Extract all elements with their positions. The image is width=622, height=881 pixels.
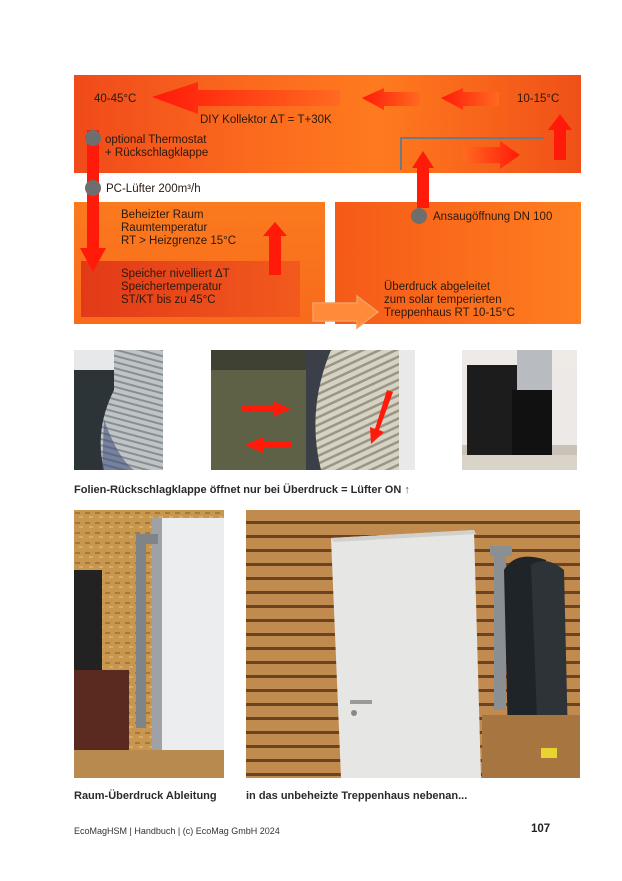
label-top-left-temp: 40-45°C (94, 93, 137, 105)
label-overpressure-1: Überdruck abgeleitet (384, 281, 491, 293)
arrow-up-heated-room (263, 222, 287, 275)
arrow-right-middle (463, 141, 520, 169)
label-thermostat-1: optional Thermostat (105, 134, 207, 146)
label-storage-3: ST/KT bis zu 45°C (121, 294, 216, 306)
arrow-left-small-2 (441, 88, 499, 110)
photo-duct-arrows (211, 350, 415, 470)
label-storage-1: Speicher nivelliert ΔT (121, 268, 230, 280)
label-overpressure-2: zum solar temperierten (384, 294, 502, 306)
arrow-down-head (80, 248, 106, 272)
page-number: 107 (531, 823, 551, 835)
fan-dot (85, 180, 101, 196)
photo-storage-box (462, 350, 577, 470)
thermostat-dot (85, 130, 101, 146)
photo-room-duct (74, 510, 224, 778)
caption-flap (74, 484, 410, 496)
caption-flap-text: Folien-Rückschlagklappe öffnet nur bei Überdruck = Lüfter ON (74, 484, 402, 496)
label-storage-2: Speichertemperatur (121, 281, 222, 293)
label-thermostat-2: + Rückschlagklappe (105, 147, 209, 159)
photo-door-stairwell (246, 510, 580, 778)
label-intake: Ansaugöffnung DN 100 (433, 211, 553, 223)
photo-duct-flap (74, 350, 163, 470)
arrow-up-icon: ↑ (404, 484, 410, 496)
label-heated-room-1: Beheizter Raum (121, 209, 204, 221)
intake-dot (411, 208, 427, 224)
arrow-right-outline (313, 296, 378, 328)
label-overpressure-3: Treppenhaus RT 10-15°C (384, 307, 515, 319)
caption-room-overpressure: Raum-Überdruck Ableitung (74, 790, 217, 802)
label-heated-room-2: Raumtemperatur (121, 222, 208, 234)
caption-stairwell: in das unbeheizte Treppenhaus nebenan... (246, 790, 468, 802)
arrow-up-right (548, 114, 572, 160)
label-top-right-temp: 10-15°C (517, 93, 560, 105)
label-collector: DIY Kollektor ΔT = T+30K (200, 114, 332, 126)
label-fan: PC-Lüfter 200m³/h (106, 183, 201, 195)
arrow-left-large (152, 82, 340, 114)
label-heated-room-3: RT > Heizgrenze 15°C (121, 235, 237, 247)
arrow-up-intake (412, 151, 434, 208)
arrow-left-small-1 (362, 88, 420, 110)
footer-text: EcoMagHSM | Handbuch | (c) EcoMag GmbH 2024 (74, 826, 280, 836)
